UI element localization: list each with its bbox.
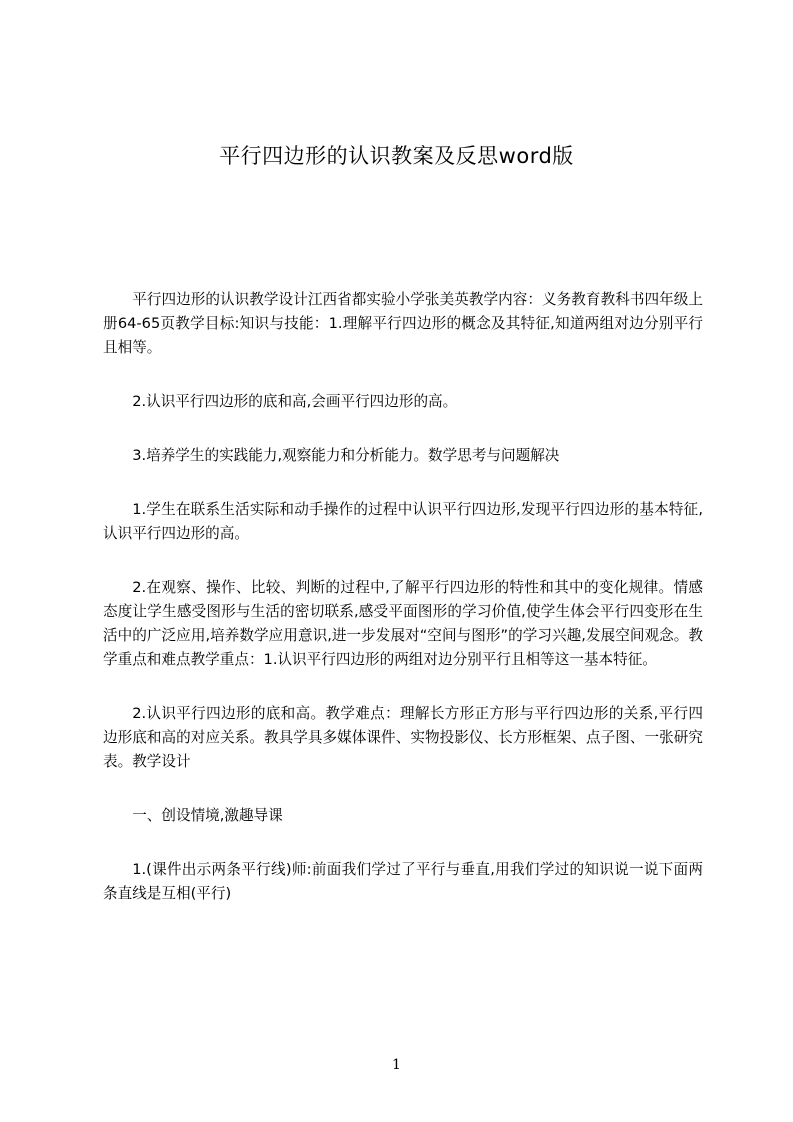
paragraph-problem-solving-2: 2.在观察、操作、比较、判断的过程中,了解平行四边形的特性和其中的变化规律。情感态度让学生感受图形与生活的密切联系,感受平面图形的学习价值,使学生体会平行四变形在生活中的广泛应用,培养数学应用意识,进一步发展对“空间与图形”的学习兴趣,发展空间观念。教学重点和难点教学重点：1.认识平行四边形的两组对边分别平行且相等这一基本特征。 [103,579,703,668]
document-title: 平行四边形的认识教案及反思word版 [219,144,574,168]
paragraph-lesson-step-1: 1.(课件出示两条平行线)师:前面我们学过了平行与垂直,用我们学过的知识说一说下面两条直线是互相(平行) [103,861,703,902]
page-number: 1 [392,1057,401,1073]
paragraph-difficulty: 2.认识平行四边形的底和高。教学难点：理解长方形正方形与平行四边形的关系,平行四边形底和高的对应关系。教具学具多媒体课件、实物投影仪、长方形框架、点子图、一张研究表。教学设计 [103,705,703,770]
paragraph-intro: 平行四边形的认识教学设计江西省都实验小学张美英教学内容：义务教育教科书四年级上册64-65页教学目标:知识与技能：1.理解平行四边形的概念及其特征,知道两组对边分别平行且相等。 [103,291,703,356]
paragraph-objective-2: 2.认识平行四边形的底和高,会画平行四边形的高。 [132,393,458,410]
document-body [103,288,703,936]
section-heading-intro: 一、创设情境,激趣导课 [132,807,283,824]
paragraph-objective-3: 3.培养学生的实践能力,观察能力和分析能力。数学思考与问题解决 [132,447,560,464]
paragraph-problem-solving-1: 1.学生在联系生活实际和动手操作的过程中认识平行四边形,发现平行四边形的基本特征,认识平行四边形的高。 [103,501,703,542]
